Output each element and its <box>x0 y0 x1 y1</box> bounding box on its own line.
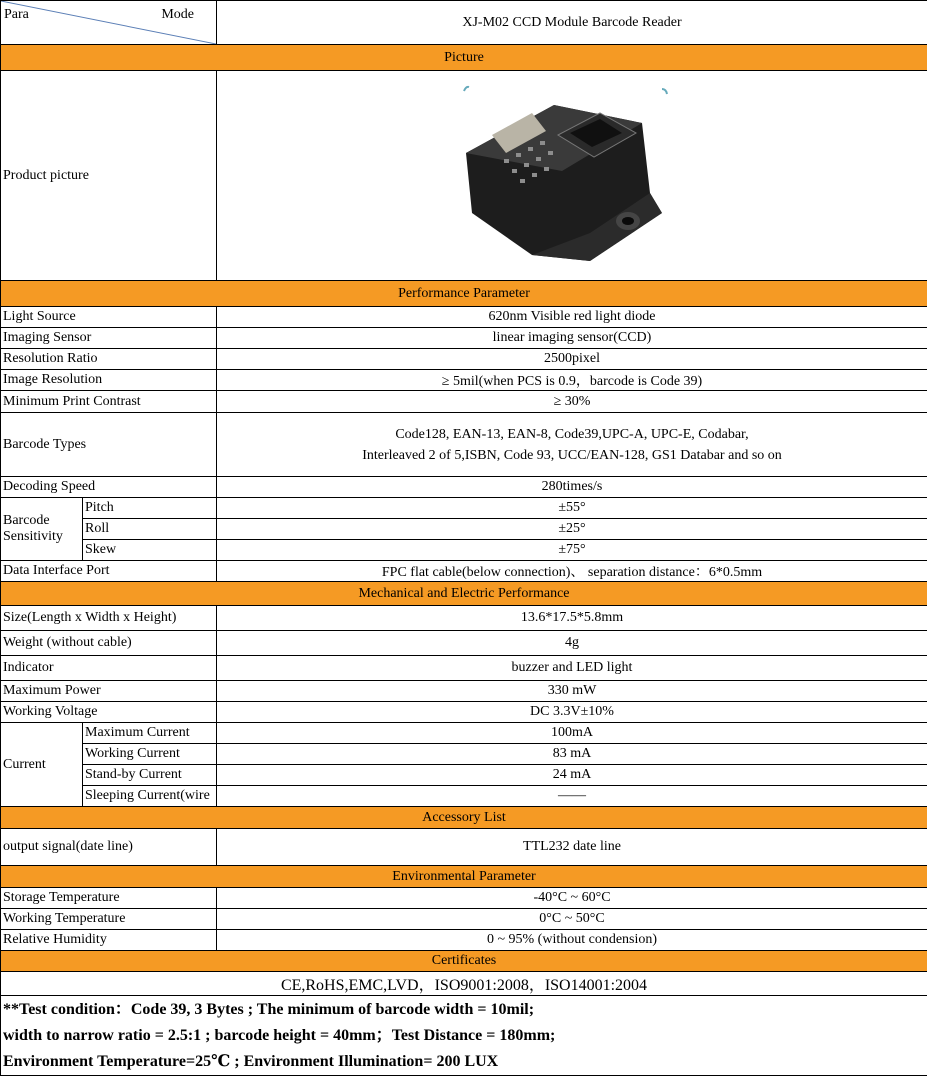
pitch-value: ±55° <box>217 498 927 519</box>
barcode-types-label: Barcode Types <box>1 413 217 477</box>
interface-label: Data Interface Port <box>1 561 217 582</box>
current-label: Current <box>1 723 83 807</box>
header-row <box>1 1 927 45</box>
print-contrast-value: ≥ 30% <box>217 391 927 413</box>
output-signal-value: TTL232 date line <box>217 829 927 866</box>
indicator-label: Indicator <box>1 656 217 681</box>
product-picture-cell <box>217 71 927 281</box>
size-value: 13.6*17.5*5.8mm <box>217 606 927 631</box>
mode-label: Mode <box>161 7 194 22</box>
section-accessory: Accessory List <box>1 807 927 829</box>
storage-temp-value: -40°C ~ 60°C <box>217 888 927 909</box>
barcode-types-value <box>217 413 927 477</box>
decoding-speed-value: 280times/s <box>217 477 927 498</box>
max-current-value: 100mA <box>217 723 927 744</box>
section-mechanical: Mechanical and Electric Performance <box>1 582 927 606</box>
humidity-label: Relative Humidity <box>1 930 217 951</box>
print-contrast-label: Minimum Print Contrast <box>1 391 217 413</box>
section-performance: Performance Parameter <box>1 281 927 307</box>
working-temp-value: 0°C ~ 50°C <box>217 909 927 930</box>
barcode-types-line-1: Code128, EAN-13, EAN-8, Code39,UPC-A, UPC-E, Codabar, <box>395 426 749 442</box>
sleeping-current-label: Sleeping Current(wire <box>83 786 217 807</box>
light-source-label: Light Source <box>1 307 217 328</box>
weight-value: 4g <box>217 631 927 656</box>
note-line-2: width to narrow ratio = 2.5:1 ; barcode height = 40mm；Test Distance = 180mm; <box>3 1026 556 1044</box>
imaging-sensor-value: linear imaging sensor(CCD) <box>217 328 927 349</box>
section-environmental: Environmental Parameter <box>1 866 927 888</box>
indicator-value: buzzer and LED light <box>217 656 927 681</box>
product-title: XJ-M02 CCD Module Barcode Reader <box>217 1 927 45</box>
working-temp-label: Working Temperature <box>1 909 217 930</box>
size-label: Size(Length x Width x Height) <box>1 606 217 631</box>
para-label: Para <box>4 7 29 22</box>
working-current-label: Working Current <box>83 744 217 765</box>
note-line-1: **Test condition：Code 39, 3 Bytes ; The minimum of barcode width = 10mil; <box>3 1000 535 1018</box>
product-picture-label: Product picture <box>1 71 217 281</box>
humidity-value: 0 ~ 95% (without condension) <box>217 930 927 951</box>
sensitivity-label: Barcode Sensitivity <box>1 498 83 561</box>
max-power-value: 330 mW <box>217 681 927 702</box>
sleeping-current-value: —— <box>217 786 927 807</box>
barcode-module-photo-icon <box>462 83 682 263</box>
test-conditions-note <box>1 996 927 1076</box>
roll-value: ±25° <box>217 519 927 540</box>
note-line-3: Environment Temperature=25℃ ; Environment Illumination= 200 LUX <box>3 1052 499 1070</box>
voltage-value: DC 3.3V±10% <box>217 702 927 723</box>
resolution-ratio-value: 2500pixel <box>217 349 927 370</box>
image-resolution-value: ≥ 5mil(when PCS is 0.9，barcode is Code 39) <box>217 370 927 391</box>
roll-label: Roll <box>83 519 217 540</box>
barcode-types-line-2: Interleaved 2 of 5,ISBN, Code 93, UCC/EAN-128, GS1 Databar and so on <box>362 447 782 463</box>
imaging-sensor-label: Imaging Sensor <box>1 328 217 349</box>
working-current-value: 83 mA <box>217 744 927 765</box>
storage-temp-label: Storage Temperature <box>1 888 217 909</box>
decoding-speed-label: Decoding Speed <box>1 477 217 498</box>
standby-current-value: 24 mA <box>217 765 927 786</box>
weight-label: Weight (without cable) <box>1 631 217 656</box>
image-resolution-label: Image Resolution <box>1 370 217 391</box>
light-source-value: 620nm Visible red light diode <box>217 307 927 328</box>
max-current-label: Maximum Current <box>83 723 217 744</box>
pitch-label: Pitch <box>83 498 217 519</box>
max-power-label: Maximum Power <box>1 681 217 702</box>
voltage-label: Working Voltage <box>1 702 217 723</box>
output-signal-label: output signal(date line) <box>1 829 217 866</box>
section-picture: Picture <box>1 45 927 71</box>
skew-value: ±75° <box>217 540 927 561</box>
resolution-ratio-label: Resolution Ratio <box>1 349 217 370</box>
header-diagonal-cell <box>1 1 217 45</box>
certificates-value: CE,RoHS,EMC,LVD，ISO9001:2008，ISO14001:2004 <box>1 972 927 996</box>
section-certificates: Certificates <box>1 951 927 972</box>
skew-label: Skew <box>83 540 217 561</box>
interface-value: FPC flat cable(below connection)、 separation distance：6*0.5mm <box>217 561 927 582</box>
standby-current-label: Stand-by Current <box>83 765 217 786</box>
